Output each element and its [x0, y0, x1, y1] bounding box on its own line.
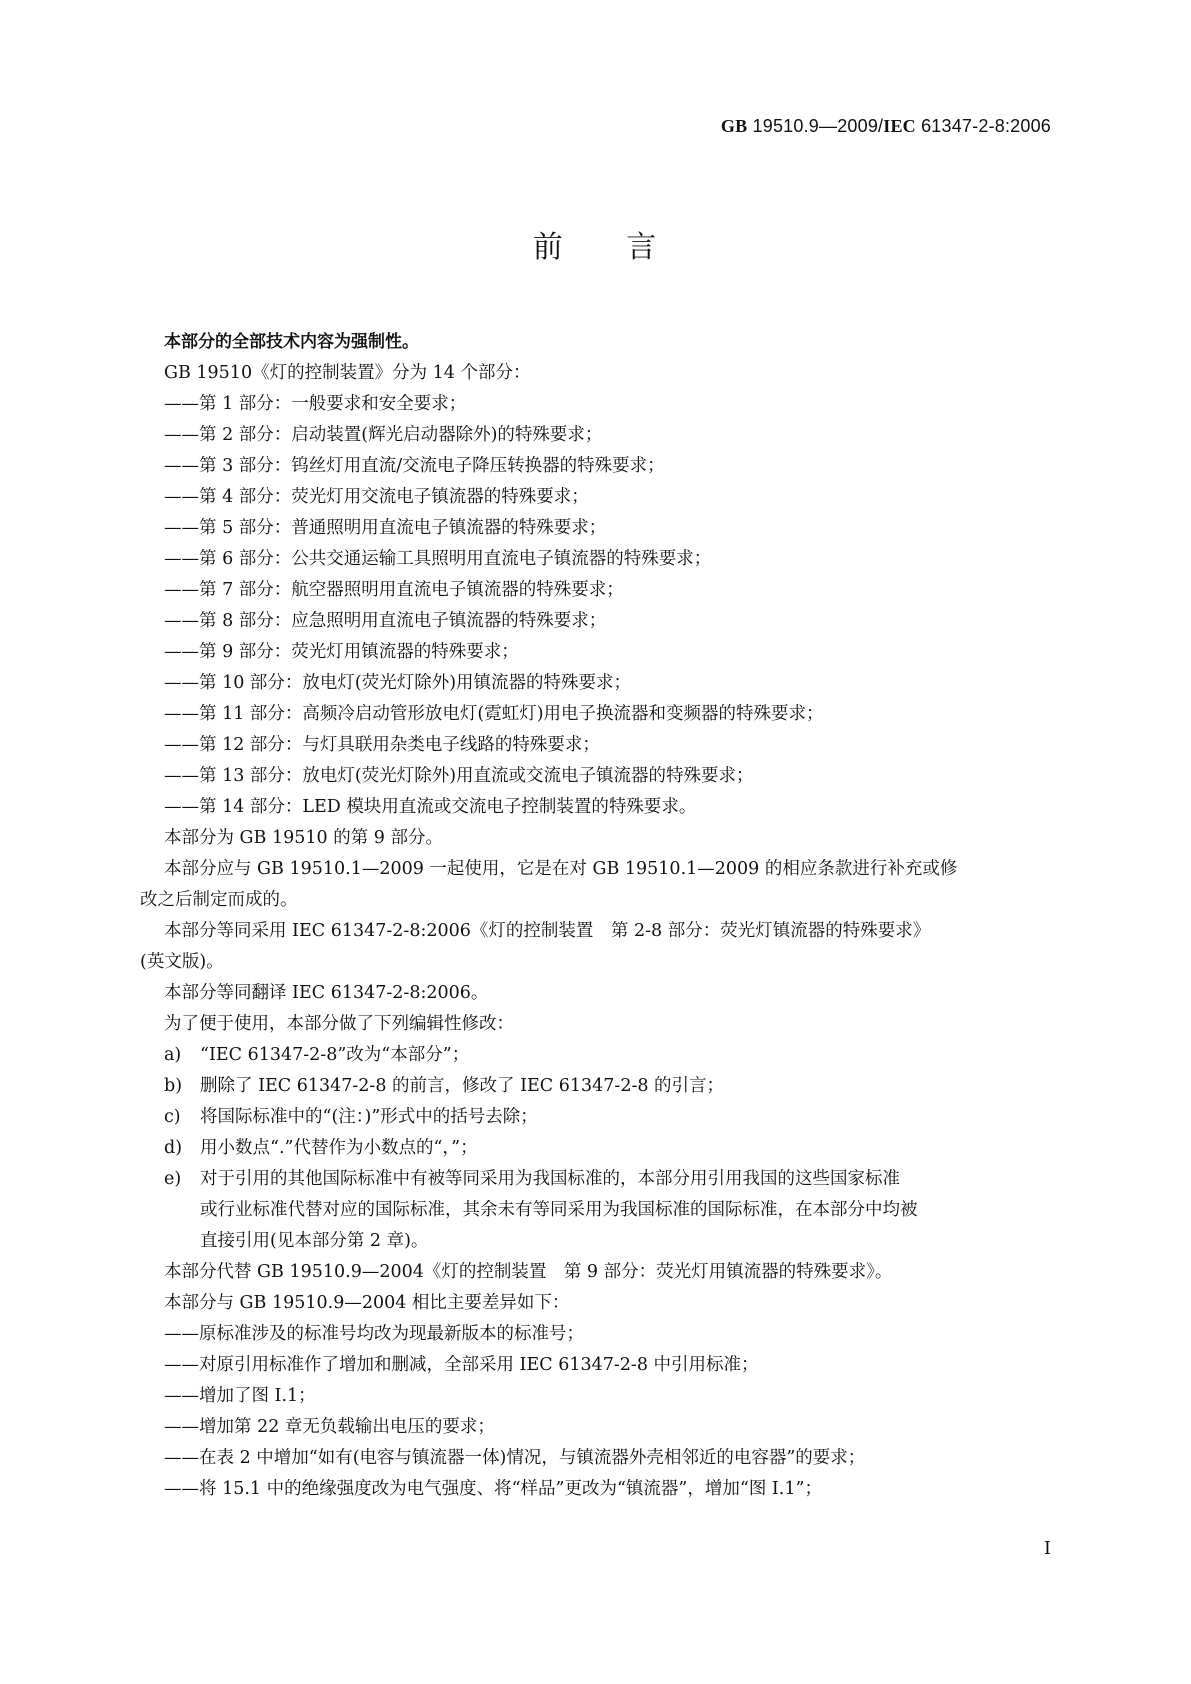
item-marker: e)	[164, 1169, 182, 1189]
paragraph-continuation: (英文版)。	[140, 952, 224, 972]
list-item: ——第 14 部分：LED 模块用直流或交流电子控制装置的特殊要求。	[164, 797, 697, 817]
item-text: 用小数点“.”代替作为小数点的“，”；	[200, 1138, 478, 1158]
list-item: ——第 6 部分：公共交通运输工具照明用直流电子镇流器的特殊要求；	[164, 549, 712, 569]
list-item: ——对原引用标准作了增加和删减，全部采用 IEC 61347-2-8 中引用标准；	[164, 1355, 759, 1375]
list-item: ——第 5 部分：普通照明用直流电子镇流器的特殊要求；	[164, 518, 607, 538]
item-text: “IEC 61347-2-8”改为“本部分”；	[200, 1045, 470, 1065]
list-item: ——第 8 部分：应急照明用直流电子镇流器的特殊要求；	[164, 611, 607, 631]
list-item: ——第 7 部分：航空器照明用直流电子镇流器的特殊要求；	[164, 580, 624, 600]
list-item: ——第 11 部分：高频冷启动管形放电灯(霓虹灯)用电子换流器和变频器的特殊要求；	[164, 704, 824, 724]
paragraph: 本部分为 GB 19510 的第 9 部分。	[164, 828, 443, 848]
item-marker: c)	[164, 1107, 181, 1127]
item-text-continuation: 或行业标准代替对应的国际标准，其余未有等同采用为我国标准的国际标准，在本部分中均被	[200, 1200, 918, 1220]
list-item: ——增加第 22 章无负载输出电压的要求；	[164, 1417, 495, 1437]
paragraph: 本部分代替 GB 19510.9—2004《灯的控制装置 第 9 部分：荧光灯用镇流器的特殊要求》。	[164, 1262, 893, 1282]
list-item: ——第 9 部分：荧光灯用镇流器的特殊要求；	[164, 642, 519, 662]
item-text: 删除了 IEC 61347-2-8 的前言，修改了 IEC 61347-2-8 的引言；	[200, 1076, 725, 1096]
list-item: ——第 13 部分：放电灯(荧光灯除外)用直流或交流电子镇流器的特殊要求；	[164, 766, 754, 786]
item-marker: a)	[164, 1045, 182, 1065]
document-body	[140, 327, 1059, 1505]
list-item: ——在表 2 中增加“如有(电容与镇流器一体)情况，与镇流器外壳相邻近的电容器”的要求；	[164, 1448, 866, 1468]
list-item: ——第 3 部分：钨丝灯用直流/交流电子降压转换器的特殊要求；	[164, 456, 665, 476]
item-text: 将国际标准中的“(注：)”形式中的括号去除；	[200, 1107, 538, 1127]
paragraph: 本部分应与 GB 19510.1—2009 一起使用，它是在对 GB 19510.1—2009 的相应条款进行补充或修	[164, 859, 958, 879]
paragraph: 本部分的全部技术内容为强制性。	[164, 332, 419, 352]
list-item: ——第 12 部分：与灯具联用杂类电子线路的特殊要求；	[164, 735, 600, 755]
standard-code: 19510.9—2009/	[752, 116, 884, 136]
list-item: ——第 1 部分：一般要求和安全要求；	[164, 394, 467, 414]
paragraph: 本部分等同翻译 IEC 61347-2-8:2006。	[164, 983, 489, 1003]
list-item: ——将 15.1 中的绝缘强度改为电气强度、将“样品”更改为“镇流器”，增加“图 I.1”；	[164, 1479, 822, 1499]
paragraph: 为了便于使用，本部分做了下列编辑性修改：	[164, 1014, 514, 1034]
paragraph: 本部分等同采用 IEC 61347-2-8:2006《灯的控制装置 第 2-8 部分：荧光灯镇流器的特殊要求》	[164, 921, 931, 941]
list-item: ——增加了图 I.1；	[164, 1386, 316, 1406]
iec-prefix: IEC	[883, 116, 916, 136]
paragraph: GB 19510《灯的控制装置》分为 14 个部分：	[164, 363, 531, 383]
list-item: ——原标准涉及的标准号均改为现最新版本的标准号；	[164, 1324, 584, 1344]
list-item: ——第 4 部分：荧光灯用交流电子镇流器的特殊要求；	[164, 487, 589, 507]
edit-item-b	[164, 1071, 1059, 1102]
iec-code: 61347-2-8:2006	[921, 116, 1051, 136]
item-marker: b)	[164, 1076, 183, 1096]
page-title: 前 言	[532, 230, 659, 265]
list-item: ——第 2 部分：启动装置(辉光启动器除外)的特殊要求；	[164, 425, 603, 445]
paragraph: 本部分与 GB 19510.9—2004 相比主要差异如下：	[164, 1293, 570, 1313]
list-item: ——第 10 部分：放电灯(荧光灯除外)用镇流器的特殊要求；	[164, 673, 632, 693]
paragraph-continuation: 改之后制定而成的。	[140, 890, 298, 910]
edit-item-a	[164, 1040, 1059, 1071]
edit-item-e	[164, 1164, 1059, 1195]
item-text: 对于引用的其他国际标准中有被等同采用为我国标准的，本部分用引用我国的这些国家标准	[200, 1169, 900, 1189]
standard-header	[721, 116, 1051, 137]
item-text-continuation: 直接引用(见本部分第 2 章)。	[200, 1231, 429, 1251]
edit-item-d	[164, 1133, 1059, 1164]
item-marker: d)	[164, 1138, 183, 1158]
page-number: I	[1043, 1538, 1051, 1559]
standard-prefix: GB	[720, 116, 748, 136]
edit-item-c	[164, 1102, 1059, 1133]
